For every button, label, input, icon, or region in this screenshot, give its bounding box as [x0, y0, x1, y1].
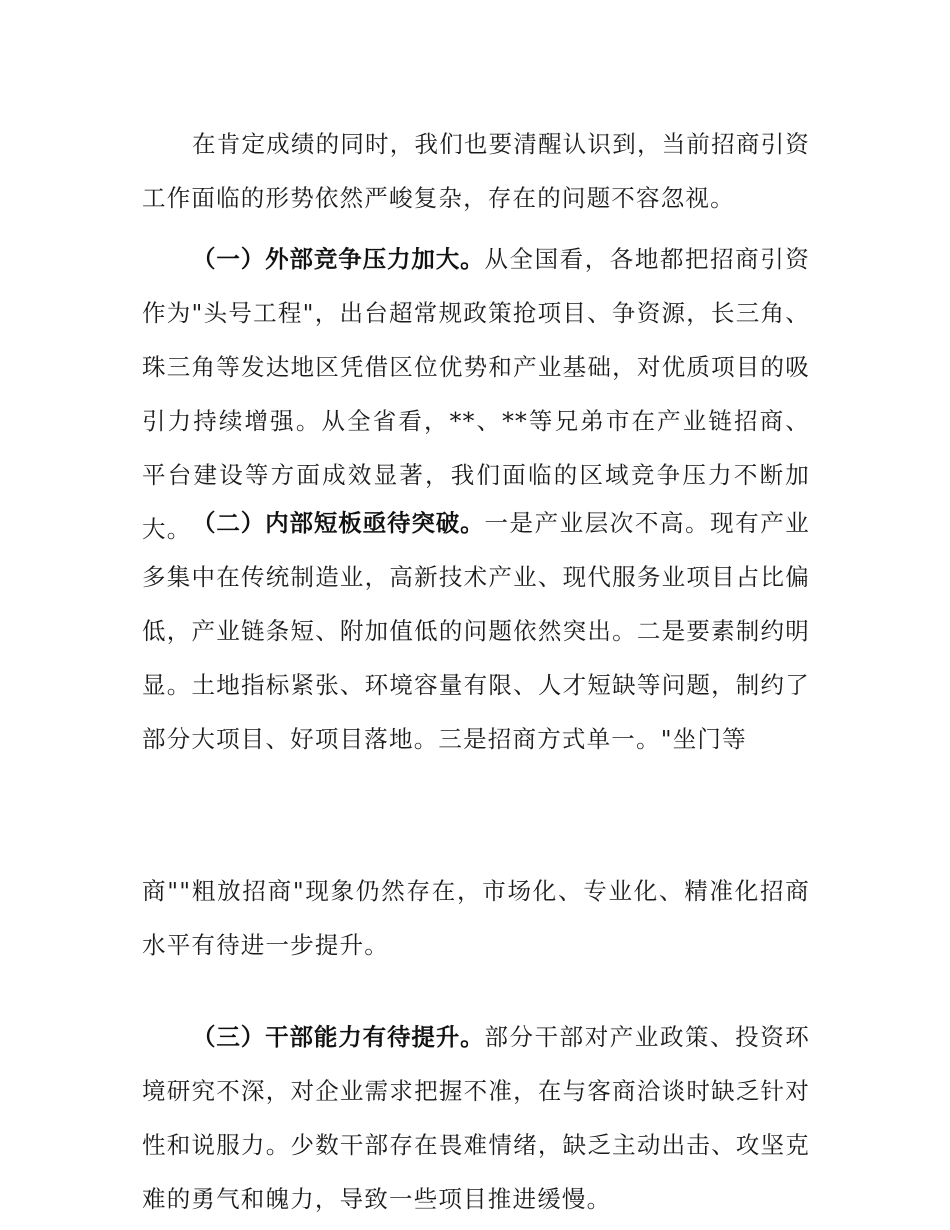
section-2-heading: （二）内部短板亟待突破。: [192, 509, 485, 537]
section-1-body: 从全国看，各地都把招商引资作为"头号工程"，出台超常规政策抢项目、争资源，长三角、珠三角等发达地区凭借区位优势和产业基础，对优质项目的吸引力持续增强。从全省看，**、**等兄弟市在产业链招商、平台建设等方面成效显著，我们面临的区域竞争压力不断加大。: [142, 245, 810, 543]
section-1-heading: （一）外部竞争压力加大。: [192, 245, 485, 273]
section-3-heading: （三）干部能力有待提升。: [192, 1023, 485, 1051]
section-2-continuation: [142, 864, 810, 972]
section-3-paragraph: [142, 1010, 810, 1226]
section-2-body-part1: 一是产业层次不高。现有产业多集中在传统制造业，高新技术产业、现代服务业项目占比偏低，产业链条短、附加值低的问题依然突出。二是要素制约明显。土地指标紧张、环境容量有限、人才短缺等问题，制约了部分大项目、好项目落地。三是招商方式单一。"坐门等: [142, 509, 810, 753]
section-2-body-part2: 商""粗放招商"现象仍然存在，市场化、专业化、精准化招商水平有待进一步提升。: [142, 877, 810, 959]
intro-paragraph: [142, 117, 810, 225]
intro-text: 在肯定成绩的同时，我们也要清醒认识到，当前招商引资工作面临的形势依然严峻复杂，存在的问题不容忽视。: [142, 130, 810, 212]
section-2-paragraph: [142, 496, 810, 766]
section-3-body: 部分干部对产业政策、投资环境研究不深，对企业需求把握不准，在与客商洽谈时缺乏针对性和说服力。少数干部存在畏难情绪，缺乏主动出击、攻坚克难的勇气和魄力，导致一些项目推进缓慢。: [142, 1023, 810, 1213]
